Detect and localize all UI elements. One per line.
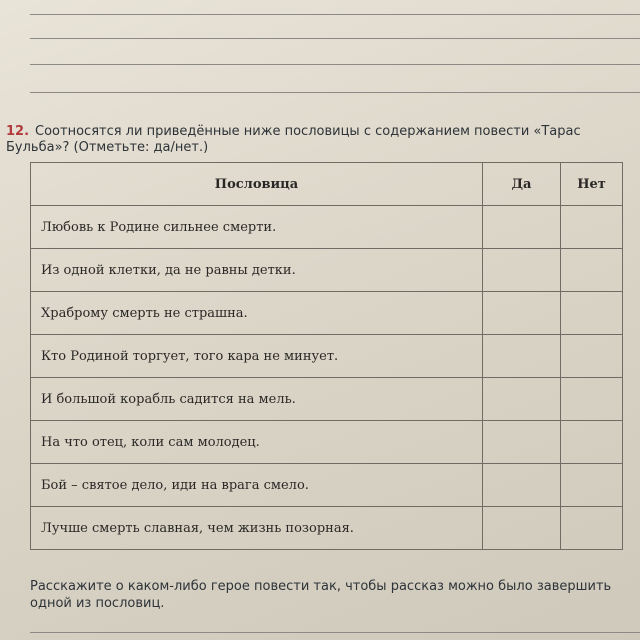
header-yes: Да: [483, 163, 561, 206]
writing-line: [30, 632, 640, 633]
table-row: [31, 464, 623, 507]
no-cell[interactable]: [561, 421, 623, 464]
yes-cell[interactable]: [483, 464, 561, 507]
yes-cell[interactable]: [483, 249, 561, 292]
yes-cell[interactable]: [483, 378, 561, 421]
no-cell[interactable]: [561, 507, 623, 550]
table-header-row: [31, 163, 623, 206]
table-row: [31, 206, 623, 249]
task-heading: [6, 124, 636, 156]
story-task: Расскажите о каком-либо герое повести так, чтобы рассказ можно было завершить одной из пословиц.: [30, 579, 612, 611]
no-cell[interactable]: [561, 335, 623, 378]
yes-cell[interactable]: [483, 507, 561, 550]
yes-cell[interactable]: [483, 421, 561, 464]
header-no: Нет: [561, 163, 623, 206]
yes-cell[interactable]: [483, 335, 561, 378]
no-cell[interactable]: [561, 249, 623, 292]
proverb-cell: И большой корабль садится на мель.: [31, 378, 483, 421]
no-cell[interactable]: [561, 292, 623, 335]
proverb-cell: Любовь к Родине сильнее смерти.: [31, 206, 483, 249]
table-row: [31, 507, 623, 550]
table-row: [31, 292, 623, 335]
proverb-cell: Лучше смерть славная, чем жизнь позорная.: [31, 507, 483, 550]
proverb-cell: Кто Родиной торгует, того кара не минует.: [31, 335, 483, 378]
no-cell[interactable]: [561, 378, 623, 421]
no-cell[interactable]: [561, 206, 623, 249]
writing-line: [30, 92, 640, 93]
proverb-cell: На что отец, коли сам молодец.: [31, 421, 483, 464]
table-row: [31, 421, 623, 464]
task-number: 12.: [6, 124, 30, 139]
proverb-cell: Храброму смерть не страшна.: [31, 292, 483, 335]
yes-cell[interactable]: [483, 206, 561, 249]
table-row: [31, 249, 623, 292]
header-proverb: Пословица: [31, 163, 483, 206]
proverbs-table: [30, 162, 623, 550]
writing-line: [30, 64, 640, 65]
task-text: Соотносятся ли приведённые ниже пословицы с содержанием повести «Тарас Бульба»? (Отметьте: да/нет.): [6, 124, 581, 155]
proverb-cell: Из одной клетки, да не равны детки.: [31, 249, 483, 292]
yes-cell[interactable]: [483, 292, 561, 335]
table-row: [31, 335, 623, 378]
no-cell[interactable]: [561, 464, 623, 507]
table-row: [31, 378, 623, 421]
proverb-cell: Бой – святое дело, иди на врага смело.: [31, 464, 483, 507]
writing-line: [30, 38, 640, 39]
writing-line: [30, 14, 640, 15]
